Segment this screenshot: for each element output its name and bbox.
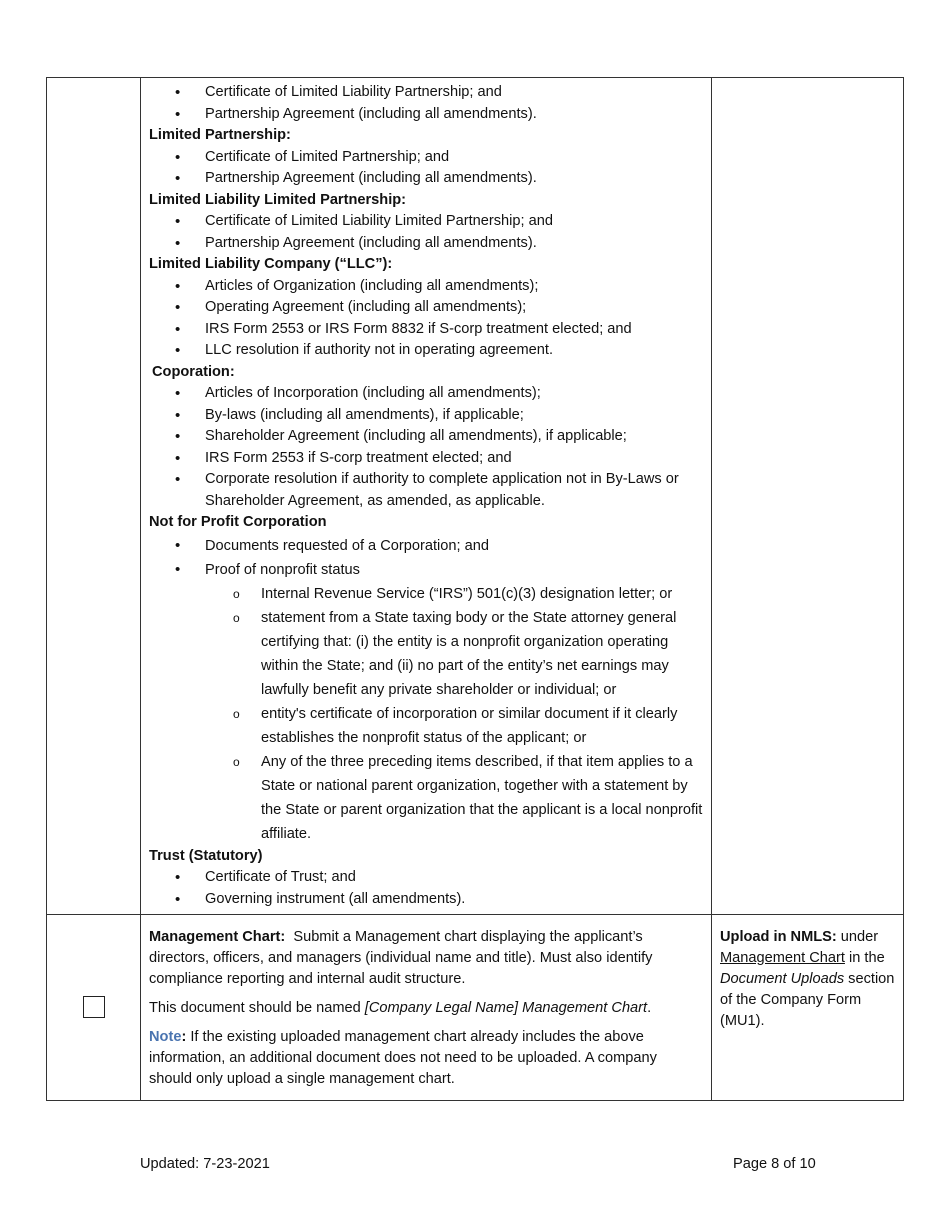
note-text: If the existing uploaded management chart already includes the above information, an additional document does not need to be uploaded. A company should only upload a single management chart. xyxy=(149,1029,657,1087)
upload-text-1: under xyxy=(836,929,879,945)
bullet-list xyxy=(149,82,705,125)
sub-list-item: o statement from a State taxing body or the State attorney general certifying that: (i) the entity is a nonprofit organization operating within the State; and (ii) no part of the entity’s net earnings may lawfully benefit any private shareholder or individual; or xyxy=(149,606,705,702)
list-item: • Articles of Organization (including all amendments); xyxy=(149,276,705,298)
bullet-list xyxy=(149,867,705,910)
management-chart-link-text: Management Chart xyxy=(720,950,845,966)
upload-instructions-cell xyxy=(712,915,904,1101)
sub-bullet-list xyxy=(149,582,705,846)
list-item: • Operating Agreement (including all amendments); xyxy=(149,297,705,319)
section-heading: Not for Profit Corporation xyxy=(149,514,327,530)
note-colon: : xyxy=(181,1029,187,1045)
management-chart-text: Submit a Management chart displaying the applicant’s directors, officers, and managers (individual name and title). Must also identify compliance reporting and internal audit structure. xyxy=(149,929,653,987)
document-uploads-text: Document Uploads xyxy=(720,971,845,987)
table-row xyxy=(47,915,904,1101)
list-item: • Articles of Incorporation (including all amendments); xyxy=(149,383,705,405)
sub-list-item: o Internal Revenue Service (“IRS”) 501(c)(3) designation letter; or xyxy=(149,582,705,606)
bullet-list xyxy=(149,211,705,254)
upload-instructions xyxy=(712,915,903,1044)
section-heading: Coporation: xyxy=(152,363,235,380)
section-heading: Limited Liability Limited Partnership: xyxy=(149,191,407,208)
bullet-list xyxy=(149,147,705,190)
sub-list-item: o Any of the three preceding items described, if that item applies to a State or national parent organization, together with a statement by the State or parent organization that the applicant is a local nonprofit affiliate. xyxy=(149,750,705,846)
naming-prefix: This document should be named xyxy=(149,1000,365,1016)
bullet-list xyxy=(149,383,705,512)
naming-suffix: . xyxy=(647,1000,652,1016)
management-chart-paragraph xyxy=(149,927,703,990)
list-item: • Certificate of Limited Liability Partnership; and xyxy=(149,82,705,104)
section-heading: Limited Partnership: xyxy=(149,127,291,143)
checkbox-cell xyxy=(47,915,141,1101)
list-item: • Certificate of Limited Partnership; and xyxy=(149,147,705,169)
list-item: • By-laws (including all amendments), if applicable; xyxy=(149,405,705,427)
list-item: • Partnership Agreement (including all amendments). xyxy=(149,104,705,126)
page-number: Page 8 of 10 xyxy=(733,1156,816,1172)
upload-text-2: in the xyxy=(844,950,885,966)
sub-list-item: o entity's certificate of incorporation or similar document if it clearly establishes the nonprofit status of the applicant; or xyxy=(149,702,705,750)
management-chart-label: Management Chart: xyxy=(149,929,286,945)
list-item: • Proof of nonprofit status xyxy=(149,558,705,582)
updated-date: Updated: 7-23-2021 xyxy=(140,1156,270,1172)
section-heading: Trust (Statutory) xyxy=(149,847,263,864)
upload-label: Upload in NMLS: xyxy=(720,929,837,945)
table-row xyxy=(47,78,904,915)
upload-text-3: section of the Company Form (MU1). xyxy=(720,971,895,1029)
list-item: • Governing instrument (all amendments). xyxy=(149,889,705,911)
requirements-cell xyxy=(141,915,712,1101)
list-item: • IRS Form 2553 if S-corp treatment elected; and xyxy=(149,448,705,470)
upload-instructions-cell xyxy=(712,78,904,915)
list-item: • Certificate of Limited Liability Limited Partnership; and xyxy=(149,211,705,233)
section-heading: Limited Liability Company (“LLC”): xyxy=(149,256,393,272)
list-item: • Partnership Agreement (including all amendments). xyxy=(149,168,705,190)
bullet-list xyxy=(149,534,705,582)
list-item: • Shareholder Agreement (including all amendments), if applicable; xyxy=(149,426,705,448)
list-item: • Partnership Agreement (including all amendments). xyxy=(149,233,705,255)
note-paragraph xyxy=(149,1027,703,1090)
requirements-table xyxy=(46,77,904,1101)
naming-paragraph xyxy=(149,998,703,1019)
list-item: • IRS Form 2553 or IRS Form 8832 if S-corp treatment elected; and xyxy=(149,319,705,341)
requirements-cell xyxy=(141,78,712,915)
list-item: • LLC resolution if authority not in operating agreement. xyxy=(149,340,705,362)
list-item: • Certificate of Trust; and xyxy=(149,867,705,889)
completion-checkbox[interactable] xyxy=(83,996,105,1018)
list-item: • Documents requested of a Corporation; and xyxy=(149,534,705,558)
bullet-list xyxy=(149,276,705,362)
note-label: Note xyxy=(149,1029,182,1045)
naming-format: [Company Legal Name] Management Chart xyxy=(364,1000,648,1016)
checkbox-cell xyxy=(47,78,141,915)
list-item: • Corporate resolution if authority to complete application not in By-Laws or Shareholder Agreement, as amended, as applicable. xyxy=(149,469,705,512)
